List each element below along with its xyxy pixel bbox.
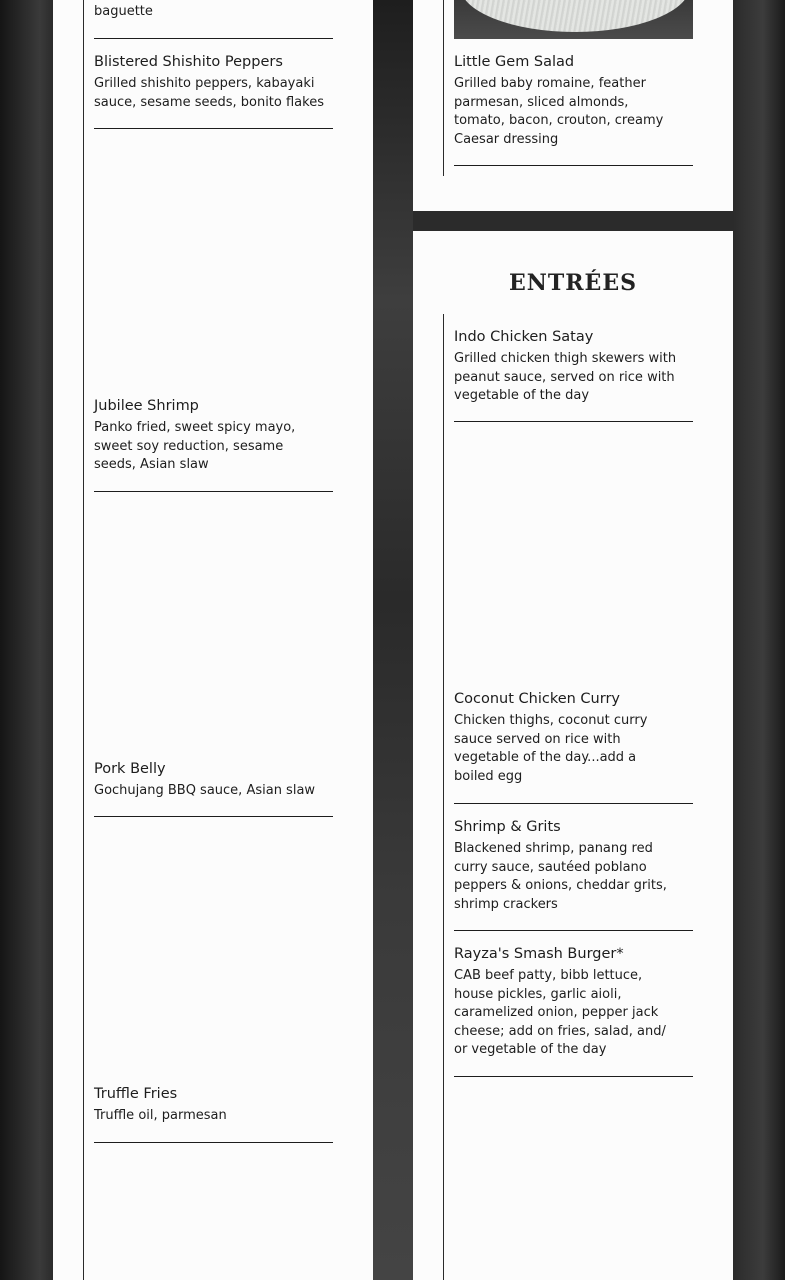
menu-item-blistered-shishito-peppers bbox=[94, 52, 324, 112]
menu-item-truffle-fries bbox=[94, 1084, 324, 1126]
item-separator bbox=[94, 128, 333, 129]
menu-item-title: Jubilee Shrimp bbox=[94, 398, 199, 414]
menu-item-title: Truffle Fries bbox=[94, 1086, 178, 1102]
entrees-divider-line bbox=[443, 314, 444, 1280]
menu-item-title: Blistered Shishito Peppers bbox=[94, 54, 283, 70]
background-right-edge bbox=[733, 0, 785, 1280]
menu-item-title: Indo Chicken Satay bbox=[454, 329, 594, 345]
item-separator bbox=[454, 421, 693, 422]
salad-photo bbox=[454, 0, 693, 39]
menu-item-indo-chicken-satay bbox=[454, 327, 679, 406]
menu-item-description-fragment: baguette bbox=[94, 4, 153, 19]
menu-item-rayzas-smash-burger bbox=[454, 944, 679, 1060]
menu-item-title: Rayza's Smash Burger* bbox=[454, 946, 624, 962]
item-separator bbox=[454, 1076, 693, 1077]
menu-item-description: Truffle oil, parmesan bbox=[94, 1108, 227, 1123]
menu-item-little-gem-salad bbox=[454, 52, 679, 149]
menu-item-pork-belly bbox=[94, 759, 324, 801]
background-gap bbox=[373, 0, 413, 1280]
menu-item-description: Chicken thighs, coconut curry sauce served on rice with vegetable of the day...add a boiled egg bbox=[454, 713, 648, 784]
menu-item-description: Grilled baby romaine, feather parmesan, sliced almonds, tomato, bacon, crouton, creamy Caesar dressing bbox=[454, 76, 664, 147]
item-separator bbox=[454, 930, 693, 931]
menu-item-title: Shrimp & Grits bbox=[454, 819, 561, 835]
menu-item-shrimp-and-grits bbox=[454, 817, 679, 914]
menu-item-description: Blackened shrimp, panang red curry sauce, sautéed poblano peppers & onions, cheddar grits, shrimp crackers bbox=[454, 841, 667, 912]
salads-divider-line bbox=[443, 0, 444, 176]
menu-item-description: Grilled shishito peppers, kabayaki sauce, sesame seeds, bonito flakes bbox=[94, 76, 324, 110]
menu-item-description: Gochujang BBQ sauce, Asian slaw bbox=[94, 783, 316, 798]
item-separator bbox=[94, 38, 333, 39]
item-separator bbox=[454, 165, 693, 166]
item-separator bbox=[94, 1142, 333, 1143]
menu-item-jubilee-shrimp bbox=[94, 396, 299, 475]
menu-item-description: Panko fried, sweet spicy mayo, sweet soy reduction, sesame seeds, Asian slaw bbox=[94, 420, 296, 472]
entrees-heading: ENTRÉES bbox=[509, 270, 637, 296]
salad-plate-image bbox=[460, 0, 690, 32]
menu-item-description: Grilled chicken thigh skewers with peanut sauce, served on rice with vegetable of the day bbox=[454, 351, 677, 403]
appetizers-divider-line bbox=[83, 0, 84, 1280]
menu-item-title: Pork Belly bbox=[94, 761, 166, 777]
item-separator bbox=[94, 816, 333, 817]
menu-item-title: Little Gem Salad bbox=[454, 54, 575, 70]
menu-item-title: Coconut Chicken Curry bbox=[454, 691, 620, 707]
item-separator bbox=[94, 491, 333, 492]
menu-item-coconut-chicken-curry bbox=[454, 689, 679, 786]
menu-item-description: CAB beef patty, bibb lettuce, house pickles, garlic aioli, caramelized onion, pepper jack cheese; add on fries, salad, and/ or vegetable of the day bbox=[454, 968, 666, 1057]
item-separator bbox=[454, 803, 693, 804]
